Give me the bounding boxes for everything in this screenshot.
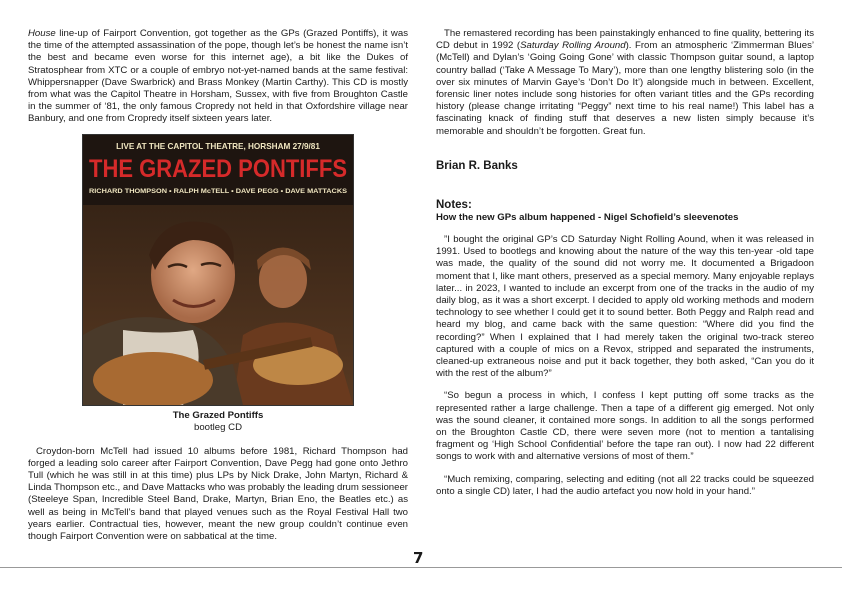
notes-paragraph-1: ”I bought the original GP’s CD Saturday Night Rolling Aound, when it was released in 1991. Used to bootlegs and knowing about the nature of the way this ten-year -old tape was made, the quality of the sound did not worry me. It documented a Brigadoon moment that I, like mant others, preserved as a special memory. Many enjoyable replays later... in 2023, I wanted to include an excerpt from one of the tracks in the audio of my daily blog, as it was a short excerpt. I decided to apply old working methods and modern technology to see whether I could get it to sound better. Both Peggy and Ralph read and heard my blog, and came back with the same question: “Where did you find the recording?” When I explained that I had merely taken the original two-track stereo captured with a couple of mics on a Revox, stripped and separated the instruments, cleaned-up extraneous noise and put it back together, they both asked, “Can you do it with the rest of the album?” <box>436 234 814 380</box>
cover-title-text: THE GRAZED PONTIFFS <box>89 155 347 183</box>
author-byline: Brian R. Banks <box>436 160 518 172</box>
review-text-b: ). From an atmospheric ‘Zimmerman Blues’ (McTell) and Dylan’s ‘Going Going Gone’ with classic Thompson guitar sound, a laptop country ballad (‘Take A Message To Mary’), more than one lengthy blistering solo (in the over six minutes of Marvin Gaye’s ‘Don’t Do It’) alongside much in between. Excellent, forensic liner notes include song histories for often variant titles and the GPs recording history (please change irritating “Peggy” next time to his real name!) This label has a fascinating knack of finding stuff that deserves a new listen simply because it’s memorable and shouldn’t be forgotten. Great fun. <box>436 40 814 137</box>
right-column <box>436 28 814 138</box>
cover-top-text: LIVE AT THE CAPITOL THEATRE, HORSHAM 27/9/81 <box>116 142 320 151</box>
notes-paragraph-3: “Much remixing, comparing, selecting and editing (not all 22 tracks could be squeezed onto a single CD) later, I had the audio artefact you now hold in your hand.” <box>436 473 814 497</box>
cover-names-text: RICHARD THOMPSON • RALPH McTELL • DAVE PEGG • DAVE MATTACKS <box>89 188 347 195</box>
review-text-a: The remastered recording has been painstakingly enhanced to fine quality, bettering its CD debut in 1992 ( <box>436 28 814 52</box>
album-cover-art <box>83 135 353 405</box>
caption-title: The Grazed Pontiffs <box>172 410 264 421</box>
album-cover-image <box>82 134 354 406</box>
left-paragraph-1-text: line-up of Fairport Convention, got together as the GPs (Grazed Pontiffs), it was the time of the attempted assassination of the pope, though let’s be honest the name isn’t the best and became even worse for this internet age), a bit like the Dukes of Stratosphear from XTC or a couple of embryo not-yet-named bands at the same festival: Whippersnapper (Dave Swarbrick) and Brass Monkey (Martin Carthy). This CD is mostly from what was the Capitol Theatre in Horsham, Sussex, with five from Broughton Castle in the summer of ‘81, the only famous Cropredy not held in that Oxfordshire village near Banbury, and one from Cropredy itself sixteen years later. <box>28 28 408 125</box>
page-number: 7 <box>413 549 424 567</box>
review-paragraph <box>436 28 814 138</box>
review-italic-title: Saturday Rolling Around <box>520 40 626 52</box>
notes-paragraph-2: “So begun a process in which, I confess I kept putting off some tracks as the represented rather a large challenge. Then a tape of a different gig emerged. Not only was the sound cleaner, it contained more songs. In addition to all the songs performed on the Broughton Castle CD, there were seven more (not to mention a tantalising fragment og ‘High School Confidential’ before the tape ran out). I now had 22 different songs to work with and alternative versions of most of them.” <box>436 390 814 463</box>
figure-caption <box>82 410 354 434</box>
left-paragraph-1 <box>28 28 408 126</box>
notes-body <box>436 234 814 508</box>
house-italic: House <box>28 28 56 39</box>
notes-subheading: How the new GPs album happened - Nigel Schofield’s sleevenotes <box>436 212 739 223</box>
notes-heading: Notes: <box>436 199 472 211</box>
footer-rule <box>0 567 842 568</box>
caption-subtitle: bootleg CD <box>194 422 242 433</box>
album-figure <box>82 134 354 434</box>
left-paragraph-2: Croydon-born McTell had issued 10 albums before 1981, Richard Thompson had forged a leading solo career after Fairport Convention, Dave Pegg had gone onto Jethro Tull (which he was still in at this time) plus LPs by Nick Drake, John Martyn, Richard & Linda Thompson etc., and Dave Mattacks who was probably the leading drum sessioneer (Steeleye Span, Incredible Steel Band, Drake, Martyn, Brian Eno, the Beatles etc.) as well as being in McTell’s band that played venues such as the Royal Festival Hall two years earlier. Contractual ties, however, meant the new group couldn’t continue even though Fairport Convention were on sabbatical at the time. <box>28 445 408 543</box>
